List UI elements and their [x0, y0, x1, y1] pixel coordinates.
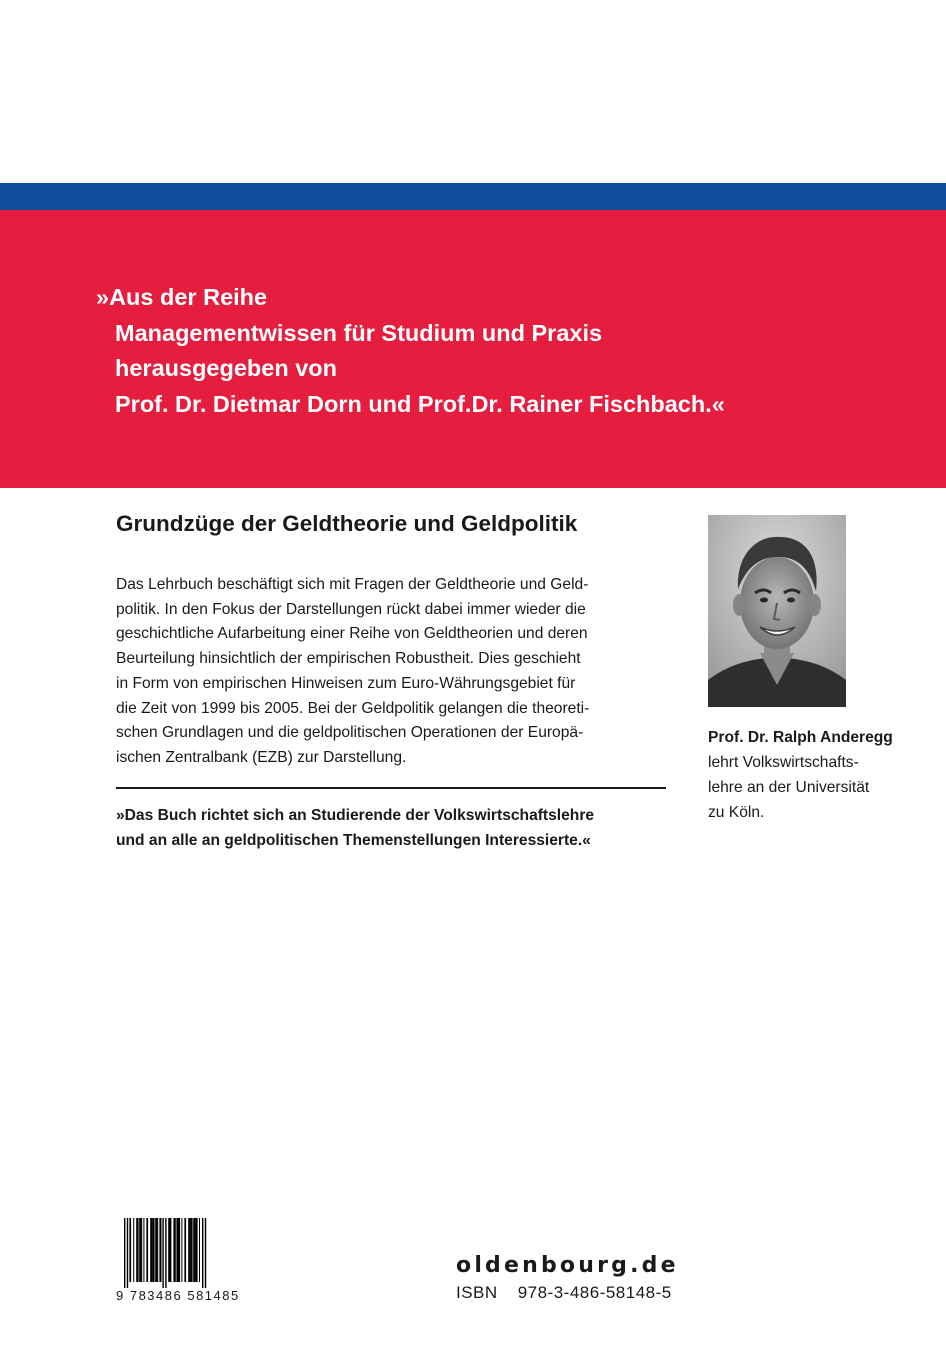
book-title: Grundzüge der Geldtheorie und Geldpolitik: [116, 511, 578, 536]
barcode-bar: [124, 1218, 125, 1288]
audience-quote: [116, 803, 594, 853]
barcode-bar: [190, 1218, 192, 1282]
barcode-bar: [199, 1218, 200, 1282]
series-line: herausgegeben von: [115, 355, 337, 381]
description-line: die Zeit von 1999 bis 2005. Bei der Geldpolitik gelangen die theoreti-: [116, 699, 590, 717]
barcode-bar: [157, 1218, 158, 1282]
barcode: [116, 1218, 278, 1304]
barcode-bar: [173, 1218, 175, 1282]
series-line: Managementwissen für Studium und Praxis: [115, 319, 603, 346]
barcode-bar: [139, 1218, 141, 1282]
description-line: geschichtliche Aufarbeitung einer Reihe von Geldtheorien und deren: [116, 625, 588, 643]
barcode-bar: [162, 1218, 163, 1288]
isbn-number: 978-3-486-58148-5: [517, 1283, 672, 1302]
barcode-bar: [150, 1218, 152, 1282]
barcode-bar: [143, 1218, 144, 1282]
description-line: politik. In den Fokus der Darstellungen rückt dabei immer wieder die: [116, 600, 586, 618]
barcode-bar: [133, 1218, 134, 1282]
author-info: [708, 725, 893, 825]
book-description: [116, 573, 676, 771]
divider: [116, 787, 666, 789]
barcode-bar: [152, 1218, 154, 1282]
description-line: Beurteilung hinsichtlich der empirischen Robustheit. Dies geschieht: [116, 650, 581, 668]
barcode-bar: [159, 1218, 161, 1282]
barcode-bar: [168, 1218, 170, 1282]
description-line: in Form von empirischen Hinweisen zum Euro-Währungsgebiet für: [116, 674, 576, 692]
barcode-bar: [188, 1218, 190, 1282]
audience-line: und an alle an geldpolitischen Themenstellungen Interessierte.«: [116, 832, 591, 849]
series-line: Prof. Dr. Dietmar Dorn und Prof.Dr. Rainer Fischbach.«: [115, 390, 725, 417]
isbn: [456, 1283, 672, 1303]
barcode-bar: [205, 1218, 206, 1288]
barcode-bar: [170, 1218, 171, 1282]
barcode-bar: [127, 1218, 128, 1288]
barcode-bar: [181, 1218, 182, 1282]
author-bio-line: zu Köln.: [708, 804, 765, 821]
barcode-bar: [146, 1218, 148, 1282]
barcode-bar: [176, 1218, 178, 1282]
description-line: schen Grundlagen und die geldpolitischen Operationen der Europä-: [116, 724, 584, 742]
author-photo: [708, 515, 846, 707]
barcode-bar: [195, 1218, 197, 1282]
barcode-bar: [193, 1218, 195, 1282]
barcode-bar: [184, 1218, 186, 1282]
series-line: »Aus der Reihe: [96, 284, 268, 310]
isbn-label: ISBN: [456, 1283, 498, 1302]
author-bio-line: lehre an der Universität: [708, 779, 870, 796]
author-name: Prof. Dr. Ralph Anderegg: [708, 729, 893, 746]
barcode-bar: [165, 1218, 166, 1288]
barcode-bar: [129, 1218, 131, 1282]
description-line: ischen Zentralbank (EZB) zur Darstellung.: [116, 748, 407, 766]
series-quote: [96, 280, 916, 422]
author-bio-line: lehrt Volkswirtschafts-: [708, 754, 859, 771]
publisher-website[interactable]: oldenbourg.de: [456, 1253, 679, 1278]
audience-line: »Das Buch richtet sich an Studierende der Volkswirtschaftslehre: [116, 807, 595, 824]
barcode-bar: [141, 1218, 142, 1282]
barcode-bar: [155, 1218, 157, 1282]
barcode-bar: [178, 1218, 180, 1282]
barcode-bars: [116, 1218, 278, 1288]
barcode-digits: 9 783486 581485: [116, 1288, 240, 1303]
blue-stripe: [0, 183, 946, 210]
barcode-bar: [136, 1218, 138, 1282]
description-line: Das Lehrbuch beschäftigt sich mit Fragen der Geldtheorie und Geld-: [116, 576, 589, 593]
barcode-bar: [202, 1218, 203, 1288]
